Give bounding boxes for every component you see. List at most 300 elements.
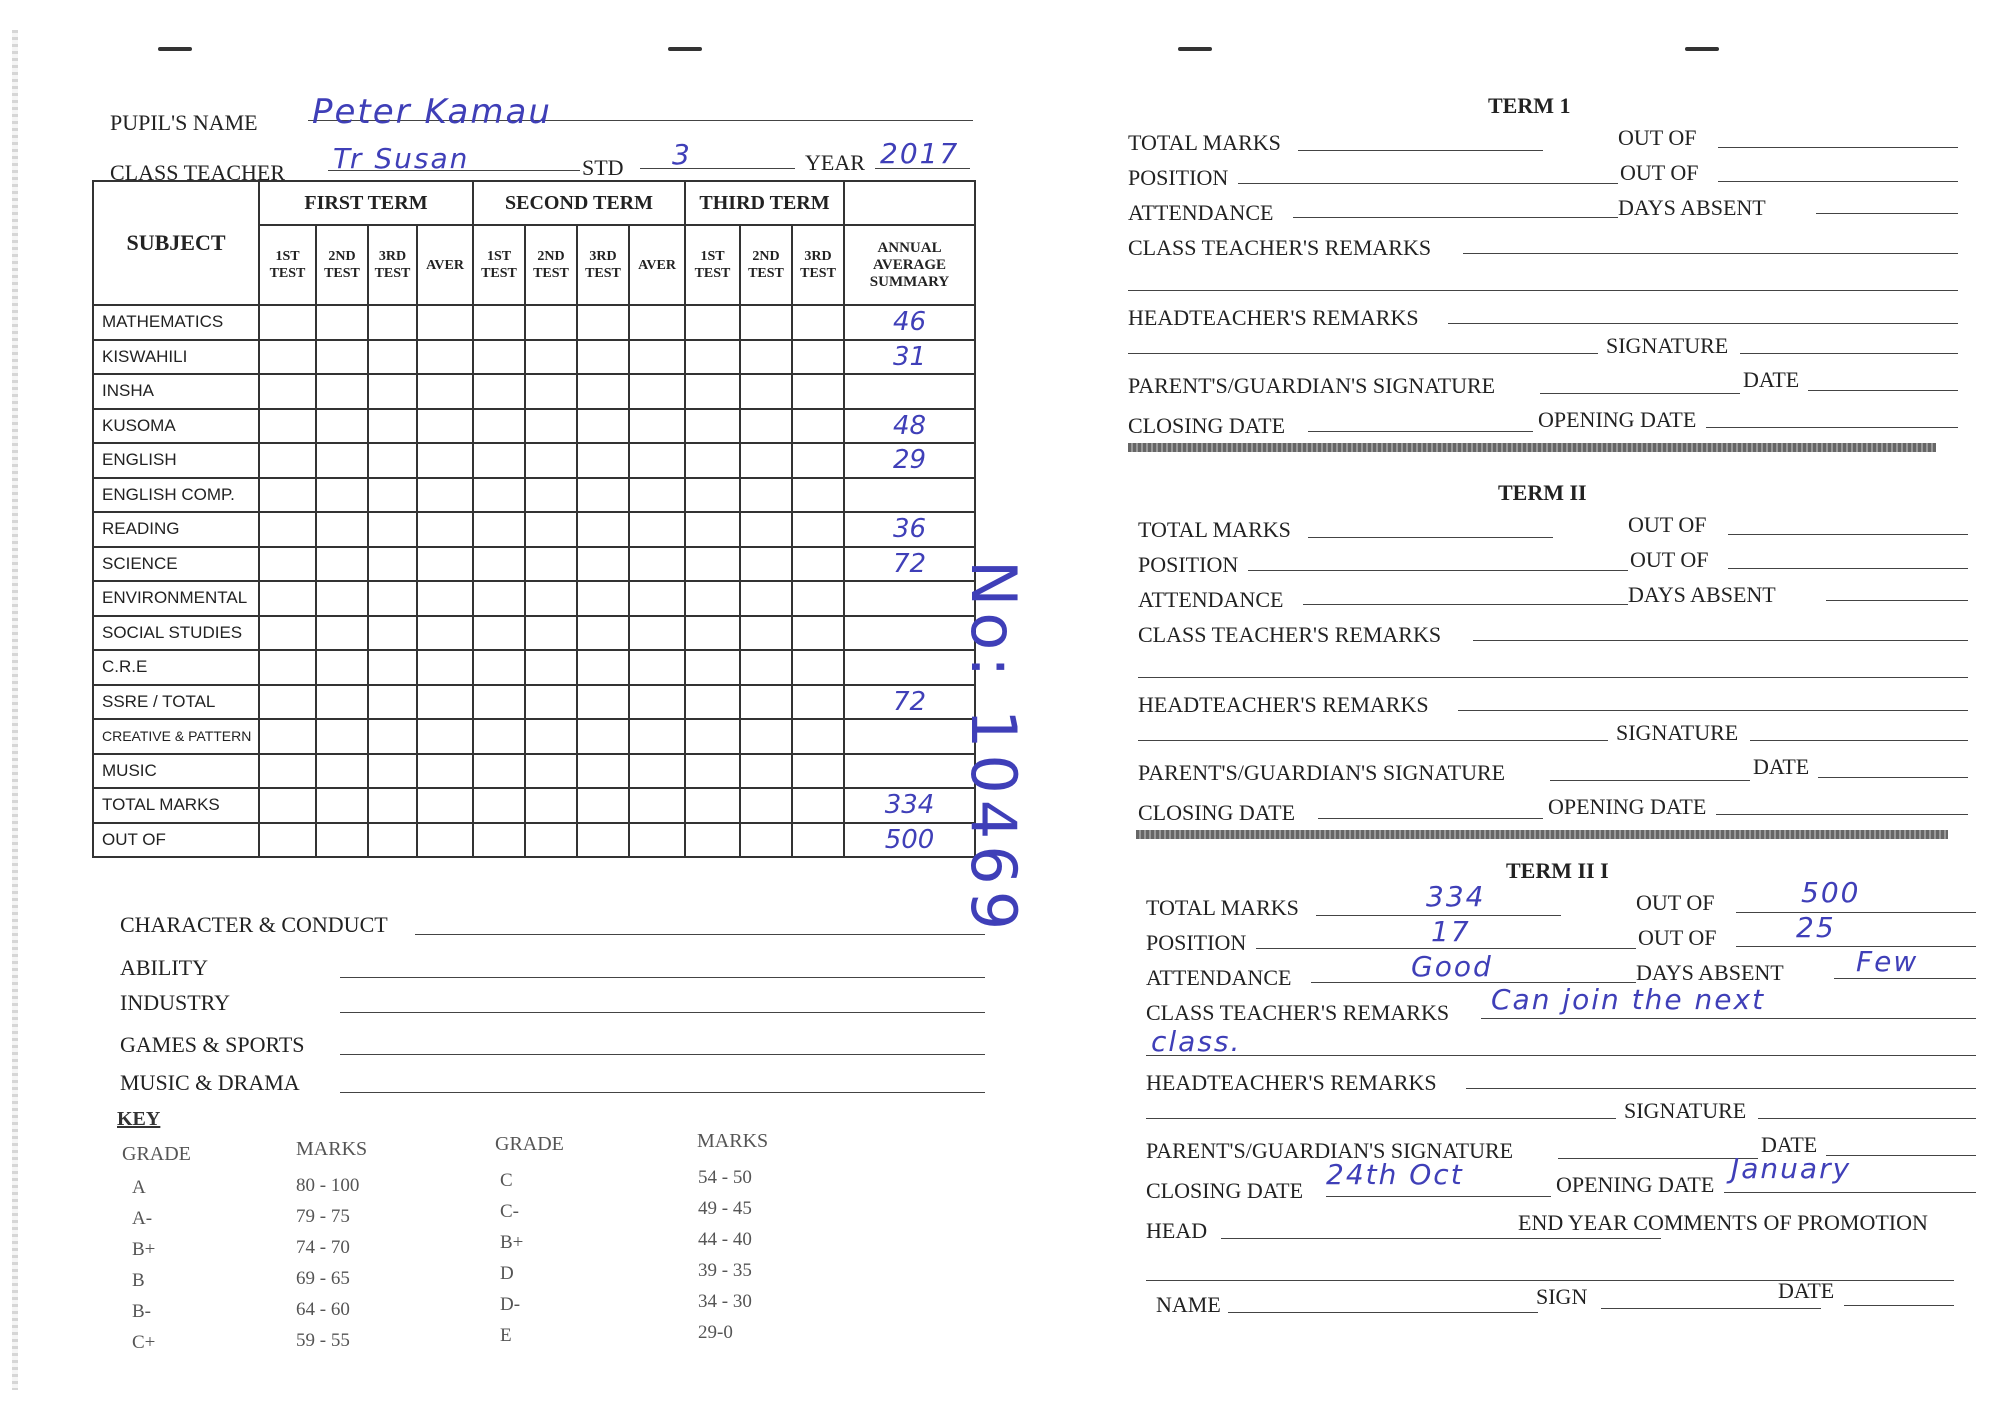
position-line xyxy=(1256,948,1636,949)
mark-cell xyxy=(740,478,792,513)
table-row xyxy=(93,409,975,444)
remarks-line xyxy=(1466,1088,1976,1089)
section-divider xyxy=(1136,830,1948,839)
annual-cell xyxy=(844,581,975,616)
date-label: DATE xyxy=(1753,754,1810,779)
mark-cell xyxy=(629,719,685,754)
conduct-label: ABILITY xyxy=(120,955,208,980)
year-value: 2017 xyxy=(880,137,960,170)
mark-cell xyxy=(417,512,473,547)
subject-cell: CREATIVE & PATTERN xyxy=(93,719,259,754)
mark-cell xyxy=(629,754,685,789)
mark-cell xyxy=(629,581,685,616)
closing-date-line xyxy=(1308,431,1533,432)
col-3rd-test: 3RD TEST xyxy=(577,225,629,305)
key-entry: A xyxy=(132,1177,146,1198)
out-of-label: OUT OF xyxy=(1636,890,1715,915)
subject-cell: KUSOMA xyxy=(93,409,259,444)
mark-cell xyxy=(577,512,629,547)
mark-cell xyxy=(316,616,368,651)
mark-cell xyxy=(685,547,740,582)
mark-cell xyxy=(740,547,792,582)
signature-line-left xyxy=(1128,353,1598,354)
signature-label: SIGNATURE xyxy=(1624,1098,1747,1123)
parent-signature-line xyxy=(1550,780,1750,781)
subject-cell: SCIENCE xyxy=(93,547,259,582)
mark-cell xyxy=(368,616,417,651)
table-row xyxy=(93,823,975,858)
term-title: TERM 1 xyxy=(1488,93,1571,118)
name-label: NAME xyxy=(1156,1292,1221,1317)
opening-date-line xyxy=(1706,427,1958,428)
mark-cell xyxy=(629,443,685,478)
mark-cell xyxy=(316,305,368,340)
mark-cell xyxy=(316,374,368,409)
serial-number: No: 10469 xyxy=(957,560,1030,937)
mark-cell xyxy=(577,754,629,789)
mark-cell xyxy=(316,719,368,754)
mark-cell xyxy=(577,823,629,858)
mark-cell xyxy=(629,788,685,823)
conduct-line xyxy=(415,934,985,935)
mark-cell xyxy=(685,616,740,651)
position-line xyxy=(1238,183,1618,184)
annual-cell xyxy=(844,374,975,409)
head-line xyxy=(1221,1238,1661,1239)
position-label: POSITION xyxy=(1146,930,1247,955)
mark-cell xyxy=(629,823,685,858)
mark-cell xyxy=(792,512,844,547)
opening-date-label: OPENING DATE xyxy=(1556,1172,1715,1197)
scan-edge xyxy=(12,30,18,1390)
annual-cell: 29 xyxy=(844,443,975,478)
subject-cell: SOCIAL STUDIES xyxy=(93,616,259,651)
table-row xyxy=(93,650,975,685)
date-label: DATE xyxy=(1743,367,1800,392)
annual-cell: 31 xyxy=(844,340,975,375)
annual-cell: 500 xyxy=(844,823,975,858)
mark-cell xyxy=(792,685,844,720)
total-marks-line xyxy=(1308,537,1553,538)
mark-cell xyxy=(740,581,792,616)
remarks-line xyxy=(1128,290,1958,291)
days-absent-label: DAYS ABSENT xyxy=(1618,195,1766,220)
mark-cell xyxy=(368,754,417,789)
opening-date-value: January xyxy=(1731,1152,1852,1185)
class-teacher-remarks-label: CLASS TEACHER'S REMARKS xyxy=(1138,622,1442,647)
class-teacher-remarks-label: CLASS TEACHER'S REMARKS xyxy=(1146,1000,1450,1025)
mark-cell xyxy=(740,788,792,823)
mark-cell xyxy=(368,409,417,444)
year-label: YEAR xyxy=(805,150,865,175)
signature-line xyxy=(1758,1118,1976,1119)
mark-cell xyxy=(685,305,740,340)
mark-cell xyxy=(368,685,417,720)
mark-cell xyxy=(316,547,368,582)
mark-cell xyxy=(259,685,316,720)
closing-date-label: CLOSING DATE xyxy=(1128,413,1286,438)
subject-cell: ENGLISH COMP. xyxy=(93,478,259,513)
mark-cell xyxy=(368,823,417,858)
days-absent-line xyxy=(1834,978,1976,979)
mark-cell xyxy=(368,374,417,409)
mark-cell xyxy=(740,512,792,547)
mark-cell xyxy=(525,443,577,478)
mark-cell xyxy=(368,512,417,547)
subject-cell: OUT OF xyxy=(93,823,259,858)
table-row xyxy=(93,788,975,823)
parent-signature-label: PARENT'S/GUARDIAN'S SIGNATURE xyxy=(1138,760,1506,785)
mark-cell xyxy=(577,616,629,651)
opening-date-label: OPENING DATE xyxy=(1548,794,1707,819)
mark-cell xyxy=(368,719,417,754)
key-entry: C- xyxy=(500,1201,519,1222)
remarks-value: Can join the next xyxy=(1491,983,1766,1016)
attendance-line xyxy=(1293,217,1618,218)
out-of-label: OUT OF xyxy=(1620,160,1699,185)
key-title: KEY xyxy=(117,1108,161,1130)
mark-cell xyxy=(629,478,685,513)
mark-cell xyxy=(417,443,473,478)
mark-cell xyxy=(792,478,844,513)
mark-cell xyxy=(473,409,525,444)
mark-cell xyxy=(685,443,740,478)
mark-cell xyxy=(792,443,844,478)
subject-cell: INSHA xyxy=(93,374,259,409)
mark-cell xyxy=(316,685,368,720)
annual-cell xyxy=(844,616,975,651)
mark-cell xyxy=(629,547,685,582)
parent-signature-line xyxy=(1540,393,1740,394)
remarks-line xyxy=(1146,1055,1976,1056)
mark-cell xyxy=(629,512,685,547)
signature-line-left xyxy=(1146,1118,1616,1119)
mark-cell xyxy=(740,374,792,409)
std-label: STD xyxy=(582,155,624,180)
col-3rd-test: 3RD TEST xyxy=(368,225,417,305)
out-of-label: OUT OF xyxy=(1628,512,1707,537)
col-2nd-test: 2ND TEST xyxy=(316,225,368,305)
mark-cell xyxy=(685,823,740,858)
mark-cell xyxy=(685,650,740,685)
headteacher-remarks-label: HEADTEACHER'S REMARKS xyxy=(1146,1070,1437,1095)
headteacher-remarks-label: HEADTEACHER'S REMARKS xyxy=(1138,692,1429,717)
mark-cell xyxy=(792,547,844,582)
key-entry: 80 - 100 xyxy=(296,1175,360,1196)
mark-cell xyxy=(417,823,473,858)
table-row xyxy=(93,478,975,513)
total-marks-label: TOTAL MARKS xyxy=(1128,130,1281,155)
mark-cell xyxy=(417,409,473,444)
date-line xyxy=(1818,777,1968,778)
annual-cell xyxy=(844,478,975,513)
closing-date-line xyxy=(1318,818,1543,819)
mark-cell xyxy=(792,823,844,858)
days-absent-line xyxy=(1826,600,1968,601)
mark-cell xyxy=(316,340,368,375)
mark-cell xyxy=(473,340,525,375)
key-entry: B- xyxy=(132,1301,151,1322)
key-grade-header: GRADE xyxy=(495,1133,564,1155)
out-of-label: OUT OF xyxy=(1638,925,1717,950)
mark-cell xyxy=(316,478,368,513)
mark-cell xyxy=(259,374,316,409)
col-annual-summary: ANNUAL AVERAGE SUMMARY xyxy=(844,225,975,305)
opening-date-label: OPENING DATE xyxy=(1538,407,1697,432)
mark-cell xyxy=(417,305,473,340)
mark-cell xyxy=(473,788,525,823)
mark-cell xyxy=(525,512,577,547)
key-entry: 59 - 55 xyxy=(296,1330,350,1351)
mark-cell xyxy=(473,823,525,858)
mark-cell xyxy=(740,754,792,789)
col-1st-test: 1ST TEST xyxy=(259,225,316,305)
mark-cell xyxy=(525,823,577,858)
parent-signature-label: PARENT'S/GUARDIAN'S SIGNATURE xyxy=(1128,373,1496,398)
headteacher-remarks-label: HEADTEACHER'S REMARKS xyxy=(1128,305,1419,330)
annual-header-top xyxy=(844,181,975,225)
signature-line xyxy=(1750,740,1968,741)
out-of-line xyxy=(1718,147,1958,148)
conduct-line xyxy=(340,1012,985,1013)
key-entry: D xyxy=(500,1263,514,1284)
signature-label: SIGNATURE xyxy=(1606,333,1729,358)
attendance-line xyxy=(1303,604,1628,605)
days-absent-value: Few xyxy=(1856,945,1919,978)
subject-cell: ENGLISH xyxy=(93,443,259,478)
out-of-value: 500 xyxy=(1801,876,1861,909)
annual-cell xyxy=(844,650,975,685)
mark-cell xyxy=(259,478,316,513)
mark-cell xyxy=(685,719,740,754)
name-line xyxy=(1228,1312,1538,1313)
mark-cell xyxy=(685,581,740,616)
marks-table xyxy=(92,180,976,858)
mark-cell xyxy=(629,409,685,444)
mark-cell xyxy=(740,685,792,720)
mark-cell xyxy=(525,409,577,444)
mark-cell xyxy=(417,340,473,375)
mark-cell xyxy=(316,512,368,547)
mark-cell xyxy=(259,409,316,444)
subject-cell: C.R.E xyxy=(93,650,259,685)
key-entry: A- xyxy=(132,1208,153,1229)
mark-cell xyxy=(577,409,629,444)
subject-cell: READING xyxy=(93,512,259,547)
mark-cell xyxy=(316,788,368,823)
mark-cell xyxy=(740,823,792,858)
remarks-line xyxy=(1473,640,1968,641)
punch-mark xyxy=(158,47,192,51)
mark-cell xyxy=(792,719,844,754)
mark-cell xyxy=(629,650,685,685)
term-title: TERM II I xyxy=(1506,858,1609,883)
attendance-label: ATTENDANCE xyxy=(1138,587,1284,612)
annual-cell: 72 xyxy=(844,547,975,582)
attendance-value: Good xyxy=(1411,950,1493,983)
mark-cell xyxy=(577,581,629,616)
mark-cell xyxy=(792,650,844,685)
closing-date-label: CLOSING DATE xyxy=(1138,800,1296,825)
days-absent-line xyxy=(1816,213,1958,214)
subject-cell: KISWAHILI xyxy=(93,340,259,375)
mark-cell xyxy=(525,685,577,720)
subject-cell: MATHEMATICS xyxy=(93,305,259,340)
table-row xyxy=(93,547,975,582)
parent-signature-label: PARENT'S/GUARDIAN'S SIGNATURE xyxy=(1146,1138,1514,1163)
conduct-line xyxy=(340,1092,985,1093)
mark-cell xyxy=(259,754,316,789)
key-entry: 44 - 40 xyxy=(698,1229,752,1250)
position-label: POSITION xyxy=(1138,552,1239,577)
mark-cell xyxy=(792,340,844,375)
mark-cell xyxy=(473,650,525,685)
col-aver: AVER xyxy=(417,225,473,305)
remarks-line xyxy=(1458,710,1968,711)
total-marks-value: 334 xyxy=(1426,880,1486,913)
key-marks-header: MARKS xyxy=(296,1138,368,1160)
signature-line-left xyxy=(1138,740,1608,741)
key-entry: 79 - 75 xyxy=(296,1206,350,1227)
mark-cell xyxy=(525,305,577,340)
punch-mark xyxy=(1685,47,1719,51)
mark-cell xyxy=(525,616,577,651)
mark-cell xyxy=(473,374,525,409)
mark-cell xyxy=(525,374,577,409)
remarks-line xyxy=(1463,253,1958,254)
mark-cell xyxy=(368,340,417,375)
mark-cell xyxy=(629,685,685,720)
mark-cell xyxy=(259,512,316,547)
key-entry: C+ xyxy=(132,1332,156,1353)
closing-date-line xyxy=(1326,1196,1551,1197)
mark-cell xyxy=(417,547,473,582)
subject-cell: ENVIRONMENTAL xyxy=(93,581,259,616)
mark-cell xyxy=(259,547,316,582)
conduct-label: CHARACTER & CONDUCT xyxy=(120,912,388,937)
mark-cell xyxy=(629,305,685,340)
mark-cell xyxy=(417,478,473,513)
mark-cell xyxy=(368,788,417,823)
mark-cell xyxy=(417,374,473,409)
key-entry: 39 - 35 xyxy=(698,1260,752,1281)
total-marks-label: TOTAL MARKS xyxy=(1146,895,1299,920)
key-grades-col2 xyxy=(500,1165,523,1351)
key-entry: 49 - 45 xyxy=(698,1198,752,1219)
table-row xyxy=(93,512,975,547)
key-marks-col1 xyxy=(296,1170,359,1356)
table-row xyxy=(93,374,975,409)
mark-cell xyxy=(473,547,525,582)
out-of-line xyxy=(1728,534,1968,535)
subject-cell: MUSIC xyxy=(93,754,259,789)
mark-cell xyxy=(417,788,473,823)
closing-date-value: 24th Oct xyxy=(1326,1158,1464,1191)
mark-cell xyxy=(316,650,368,685)
annual-cell: 334 xyxy=(844,788,975,823)
class-teacher-value: Tr Susan xyxy=(333,142,470,175)
mark-cell xyxy=(525,581,577,616)
mark-cell xyxy=(577,547,629,582)
mark-cell xyxy=(577,443,629,478)
std-value: 3 xyxy=(672,138,692,171)
col-2nd-test: 2ND TEST xyxy=(740,225,792,305)
mark-cell xyxy=(685,374,740,409)
mark-cell xyxy=(740,340,792,375)
attendance-label: ATTENDANCE xyxy=(1128,200,1274,225)
mark-cell xyxy=(259,581,316,616)
key-entry: B+ xyxy=(500,1232,524,1253)
mark-cell xyxy=(740,650,792,685)
key-entry: E xyxy=(500,1325,512,1346)
key-grades-col1 xyxy=(132,1172,155,1358)
mark-cell xyxy=(473,754,525,789)
signature-label: SIGNATURE xyxy=(1616,720,1739,745)
mark-cell xyxy=(792,305,844,340)
conduct-label: INDUSTRY xyxy=(120,990,231,1015)
mark-cell xyxy=(577,650,629,685)
subject-cell: TOTAL MARKS xyxy=(93,788,259,823)
conduct-label: GAMES & SPORTS xyxy=(120,1032,305,1057)
mark-cell xyxy=(368,650,417,685)
mark-cell xyxy=(316,409,368,444)
conduct-line xyxy=(340,977,985,978)
table-row xyxy=(93,581,975,616)
mark-cell xyxy=(368,547,417,582)
mark-cell xyxy=(629,616,685,651)
mark-cell xyxy=(417,685,473,720)
remarks-line xyxy=(1481,1018,1976,1019)
mark-cell xyxy=(259,823,316,858)
key-grade-header: GRADE xyxy=(122,1143,191,1165)
mark-cell xyxy=(792,788,844,823)
col-1st-test: 1ST TEST xyxy=(473,225,525,305)
annual-cell: 46 xyxy=(844,305,975,340)
table-row xyxy=(93,443,975,478)
mark-cell xyxy=(577,374,629,409)
mark-cell xyxy=(417,616,473,651)
mark-cell xyxy=(740,719,792,754)
mark-cell xyxy=(473,685,525,720)
mark-cell xyxy=(685,512,740,547)
mark-cell xyxy=(629,374,685,409)
mark-cell xyxy=(685,478,740,513)
mark-cell xyxy=(473,719,525,754)
key-entry: 74 - 70 xyxy=(296,1237,350,1258)
mark-cell xyxy=(259,788,316,823)
mark-cell xyxy=(525,788,577,823)
key-marks-col2 xyxy=(698,1162,752,1348)
annual-cell: 48 xyxy=(844,409,975,444)
out-of-label: OUT OF xyxy=(1618,125,1697,150)
mark-cell xyxy=(525,340,577,375)
head-label: HEAD xyxy=(1146,1218,1208,1243)
pupil-name-value: Peter Kamau xyxy=(312,92,552,132)
mark-cell xyxy=(473,305,525,340)
mark-cell xyxy=(316,754,368,789)
mark-cell xyxy=(259,650,316,685)
position-out-of-value: 25 xyxy=(1796,911,1836,944)
mark-cell xyxy=(685,754,740,789)
end-year-comments-label: END YEAR COMMENTS OF PROMOTION xyxy=(1518,1210,1928,1235)
mark-cell xyxy=(259,340,316,375)
annual-cell: 36 xyxy=(844,512,975,547)
mark-cell xyxy=(629,340,685,375)
mark-cell xyxy=(525,547,577,582)
mark-cell xyxy=(792,616,844,651)
position-value: 17 xyxy=(1431,915,1471,948)
total-marks-line xyxy=(1298,150,1543,151)
